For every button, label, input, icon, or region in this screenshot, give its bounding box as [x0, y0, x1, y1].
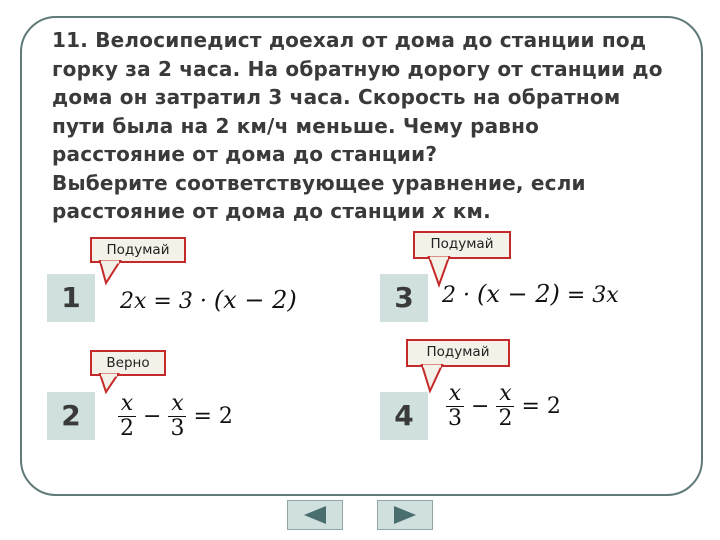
- triangle-left-icon: [302, 505, 328, 525]
- feedback-callout-4: [406, 339, 510, 367]
- callout-pointer: [98, 261, 128, 285]
- equation-option-2: [118, 392, 233, 441]
- question-text-part: км.: [445, 199, 491, 223]
- equation-rhs: = 2: [521, 394, 561, 419]
- equation-paren: (x − 2): [213, 286, 297, 314]
- fraction: [118, 392, 136, 441]
- triangle-right-icon: [392, 505, 418, 525]
- equation-option-4: [446, 382, 561, 431]
- question-line: пути была на 2 км/ч меньше. Чему равно: [52, 113, 540, 138]
- question-line: горку за 2 часа. На обратную дорогу от станции до: [52, 56, 663, 81]
- previous-button[interactable]: [287, 500, 343, 530]
- question-text: [52, 26, 672, 226]
- equation-rhs: = 3x: [559, 283, 619, 308]
- question-line: 11. Велосипедист доехал от дома до станции под: [52, 28, 647, 52]
- feedback-label: Подумай: [106, 242, 170, 258]
- equation-paren: (x − 2): [476, 280, 560, 308]
- fraction-denominator: 2: [498, 406, 513, 431]
- option-4-button[interactable]: 4: [380, 392, 428, 440]
- question-line: [52, 197, 672, 226]
- next-button[interactable]: [377, 500, 433, 530]
- variable-x: x: [432, 199, 446, 223]
- fraction-numerator: x: [446, 382, 464, 407]
- question-line: расстояние от дома до станции?: [52, 142, 438, 166]
- feedback-callout-2: [90, 350, 166, 376]
- fraction-numerator: x: [168, 392, 186, 417]
- equation-option-3: [442, 280, 619, 308]
- feedback-label: Подумай: [430, 236, 494, 252]
- minus-sign: −: [143, 404, 162, 429]
- fraction: [446, 382, 464, 431]
- feedback-callout-1: [90, 237, 186, 263]
- question-text-part: расстояние от дома до станции: [52, 199, 433, 223]
- fraction: [496, 382, 514, 431]
- fraction-denominator: 3: [170, 416, 185, 441]
- equation-option-1: [120, 286, 297, 314]
- fraction-numerator: x: [118, 392, 136, 417]
- fraction-numerator: x: [496, 382, 514, 407]
- option-2-button[interactable]: 2: [47, 392, 95, 440]
- feedback-label: Подумай: [426, 344, 490, 360]
- fraction: [168, 392, 186, 441]
- option-1-button[interactable]: 1: [47, 274, 95, 322]
- minus-sign: −: [471, 394, 490, 419]
- fraction-denominator: 2: [120, 416, 134, 441]
- feedback-callout-3: [413, 231, 511, 259]
- equation-lhs: 2 ·: [442, 283, 477, 308]
- equation-rhs: = 2: [193, 404, 233, 429]
- feedback-label: Верно: [106, 355, 150, 371]
- equation-lhs: 2x = 3 ·: [120, 289, 214, 314]
- question-line: дома он затратил 3 часа. Скорость на обратном: [52, 85, 621, 109]
- option-3-button[interactable]: 3: [380, 274, 428, 322]
- fraction-denominator: 3: [448, 406, 462, 431]
- question-line: Выберите соответствующее уравнение, если: [52, 170, 586, 195]
